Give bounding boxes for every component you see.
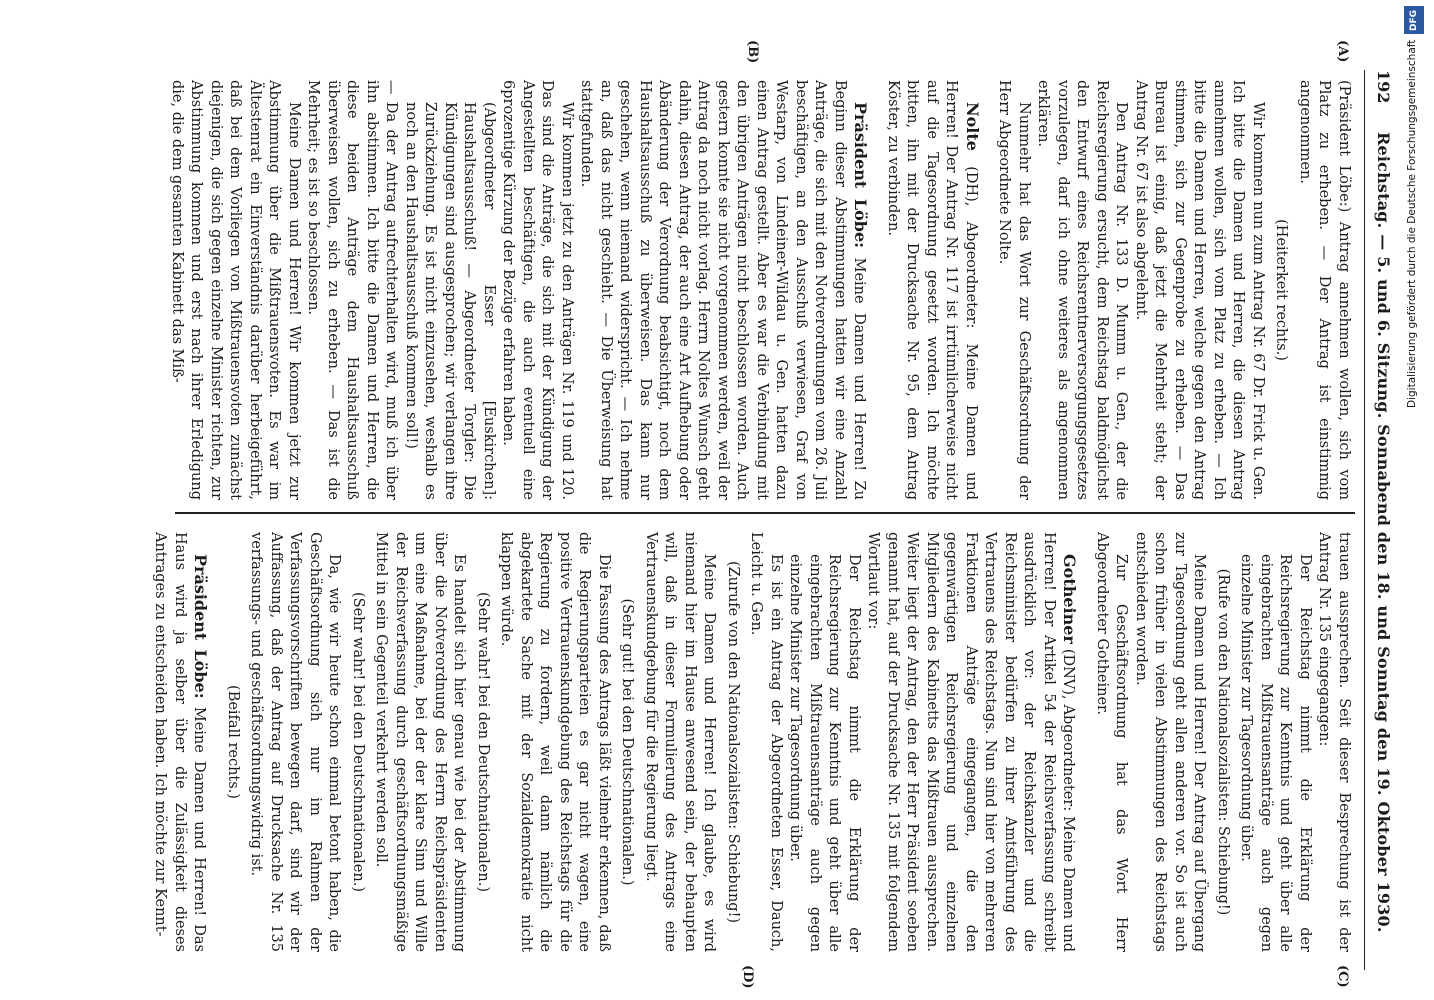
margin-marker-b: (B) [745, 40, 760, 64]
interjection: (Sehr gut! bei den Deutschnationalen.) [619, 598, 636, 886]
paragraph: Wir kommen jetzt zu den Anträgen Nr. 119 und 120. Das sind die Anträge, die sich mit der Kündigung der Angestellten beschäftigen, die auch eventuell eine 6prozentige Kürzung der Bezüge erfahren haben. [500, 80, 575, 500]
paragraph: Zur Geschäftsordnung hat das Wort Herr Abgeordneter Gotheiner. [1094, 532, 1130, 952]
paragraph: Meine Damen und Herren! Der Antrag auf Übergang zur Tagesordnung geht allen anderen vor. So ist auch schon früher in vielen Abstimmungen des Reichstags entschieden worden. [1133, 532, 1208, 952]
paragraph: Nunmehr hat das Wort zur Geschäftsordnung der Herr Abgeordnete Nolte. [996, 80, 1032, 500]
paragraph: Die Fassung des Antrags läßt vielmehr erkennen, daß die Regierungsparteien es gar nicht wagen, eine positive Vertrauenskundgebung des Reichstags für die Regierung zu fordern, weil dann nämlich die abgekartete Sache mit der Sozialdemokratie nicht klappen würde. [498, 532, 612, 952]
speech-text: Meine Damen und Herren! Das Haus wird ja selber über die Zulässigkeit dieses Antrages zu entscheiden haben. Ich möchte zur Kennt- [152, 532, 208, 953]
right-column [150, 532, 1353, 952]
speech-text: (DNV), Abgeordneter: Meine Damen und Herren! Der Artikel 54 der Reichsverfassung schreibt ausdrücklich vor: der Reichskanzler und die Reichsminister bedürfen zu ihrer Amtsführung des Vertrauens des Reichstags. Nun sind hier von mehreren Fraktionen Anträge eingegangen, die den gegenwärtigen Reichsregierung und einzelnen Mitgliedern des Kabinetts das Mißtrauen aussprechen. Weiter liegt der Antrag, den der Herr Präsident soeben genannt hat, auf der Drucksache Nr. 135 mit folgendem Wortlaut vor: [865, 532, 1077, 952]
paragraph: (Präsident Löbe:) Antrag annehmen wollen, sich vom Platz zu erheben. — Der Antrag ist einstimmig angenommen. [1297, 80, 1352, 500]
speaker-name: Nolte [963, 102, 982, 151]
digitization-stamp [1402, 4, 1426, 994]
paragraph: trauen aussprechen. Seit dieser Besprechung ist der Antrag Nr. 135 eingegangen: [1316, 532, 1352, 952]
quoted-motion: Der Reichstag nimmt die Erklärung der Reichsregierung zur Kenntnis und geht über alle eingebrachten Mißtrauensanträge auch gegen einzelne Minister zur Tagesordnung über. [787, 554, 862, 952]
interjection: (Sehr wahr! bei den Deutschnationalen.) [350, 592, 366, 892]
paragraph: Den Antrag Nr. 133 D. Mumm u. Gen., der die Reichsregierung ersucht, dem Reichstag baldmöglichst den Entwurf eines Reichsrentnerversorgungsgesetzes vorzulegen, darf ich ohne weiteres als angenommen erklären. [1035, 80, 1130, 500]
dfg-logo-icon: DFG [1404, 6, 1424, 34]
interjection: (Rufe von den Nationalsozialisten: Schiebung!) [1215, 568, 1231, 916]
speech-paragraph [883, 80, 983, 500]
paragraph: Es ist ein Antrag der Abgeordneten Esser, Dauch, Leicht u. Gen. [748, 532, 784, 952]
paragraph: Wir kommen nun zum Antrag Nr. 67 Dr. Frick u. Gen. Ich bitte die Damen und Herren, die diesen Antrag annehmen wollen, sich vom Platz zu erheben. — Ich bitte die Damen und Herren, welche gegen den Antrag stimmen, sich zur Gegenprobe zu erheben. — Das Bureau ist einig, daß jetzt die Mehrheit steht; der Antrag Nr. 67 ist also abgelehnt. [1133, 80, 1266, 500]
speaker-name: Gotheiner [1060, 554, 1080, 644]
speech-paragraph [863, 532, 1080, 952]
interjection: (Abgeordneter Esser [Euskirchen]: Haushaltsausschuß! — Abgeordneter Torgler: Die Kündigungen sind ausgesprochen; wir verlangen ihre Zurückziehung. Es ist nicht einzusehen, weshalb es noch an den Haushaltsausschuß kommen soll!) [403, 102, 497, 500]
interjection: (Heiterkeit rechts.) [1273, 219, 1290, 361]
quoted-motion: Der Reichstag nimmt die Erklärung der Reichsregierung zur Kenntnis und geht über alle eingebrachten Mißtrauensanträge auch gegen einzelne Minister zur Tagesordnung über. [1238, 554, 1313, 952]
running-head: Reichstag. — 5. und 6. Sitzung. Sonnabend den 18. und Sonntag den 19. Oktober 1930. [1374, 132, 1393, 933]
interjection: (Zurufe von den Nationalsozialisten: Schiebung!) [725, 560, 741, 924]
speaker-name: Präsident Löbe: [191, 554, 211, 699]
interjection: (Sehr wahr! bei den Deutschnationalen.) [475, 592, 491, 892]
paragraph: Meine Damen und Herren! Ich glaube, es wird niemand hier im Hause anwesend sein, der behaupten will, daß in dieser Formulierung des Antrags eine Vertrauenskundgebung für die Regierung liegt. [643, 532, 718, 952]
paragraph: Da, wie wir heute schon einmal betont haben, die Geschäftsordnung sich nur im Rahmen der Verfassungsvorschriften bewegen darf, sind wir der Auffassung, daß der Antrag auf Drucksache Nr. 135 verfassungs- und geschäftsordnungswidrig ist. [248, 532, 343, 952]
document-page [105, 40, 1405, 989]
margin-marker-d: (D) [740, 965, 755, 989]
speech-paragraph [150, 532, 211, 952]
paragraph: Es handelt sich hier genau wie bei der Abstimmung über die Notverordnung des Herrn Reichspräsidenten um eine Maßnahme, bei der der klare Sinn und Wille der Reichsverfassung durch geschäftsordnungsmäßige Mittel in sein Gegenteil verkehrt werden soll. [373, 532, 468, 952]
left-column [167, 80, 1354, 500]
speech-text: Meine Damen und Herren! Zu Beginn dieser Abstimmungen hatten wir eine Anzahl Anträge, die sich mit den Notverordnungen vom 26. Juli beschäftigen, an den Ausschuß verwiesen, Graf von Westarp, von Lindeiner-Wildau u. Gen. hatten dazu einen Antrag gestellt. Aber es war die Verbindung mit den übrigen Anträgen nicht beschlossen worden. Auch gestern konnte sie nicht vorgenommen werden, weil der Antrag da noch nicht vorlag. Herrn Noltes Wunsch geht dahin, diesen Antrag, der auch eine Art Aufhebung oder Abänderung der Verordnung beabsichtigt, noch dem Haushaltsausschuß zu überweisen. Das kann nur geschehen, wenn niemand widerspricht. — Ich nehme an, daß das nicht geschieht. — Die Überweisung hat stattgefunden. [578, 80, 868, 501]
margin-marker-c: (C) [1335, 965, 1350, 988]
paragraph: Meine Damen und Herren! Wir kommen jetzt zur Abstimmung über die Mißtrauensvoten. Es war im Ältestenrat ein Einverständnis darüber herbeigeführt, daß bei dem Vorliegen von Mißtrauensvoten zunächst diejenigen, die sich gegen einzelne Minister richten, zur Abstimmung kommen und erst nach ihrer Erledigung die, die dem gesamten Kabinett das Miß- [169, 80, 302, 500]
column-divider [175, 512, 1355, 514]
margin-marker-a: (A) [1335, 40, 1350, 63]
page-header [1364, 70, 1405, 970]
page-number: 192 [1374, 70, 1393, 104]
speech-paragraph [576, 80, 871, 500]
speech-text: (DH), Abgeordneter: Meine Damen und Herren! Der Antrag Nr. 117 ist irrtümlicherweise nicht auf die Tagesordnung gesetzt worden. Ich möchte bitten, ihn mit der Drucksache Nr. 95, dem Antrag Köster, zu verbinden. [885, 80, 979, 501]
interjection: (Beifall rechts.) [225, 685, 241, 799]
digitization-notice: Digitalisierung gefördert durch die Deutsche Forschungsgemeinschaft [1406, 40, 1418, 409]
speaker-name: Präsident Löbe: [851, 102, 871, 249]
paragraph: — Da der Antrag aufrechterhalten wird, muß ich über ihn abstimmen. Ich bitte die Damen und Herren, die diese beiden Anträge dem Haushaltsausschuß überweisen wollen, sich zu erheben. — Das ist die Mehrheit; es ist so beschlossen. [305, 80, 400, 500]
